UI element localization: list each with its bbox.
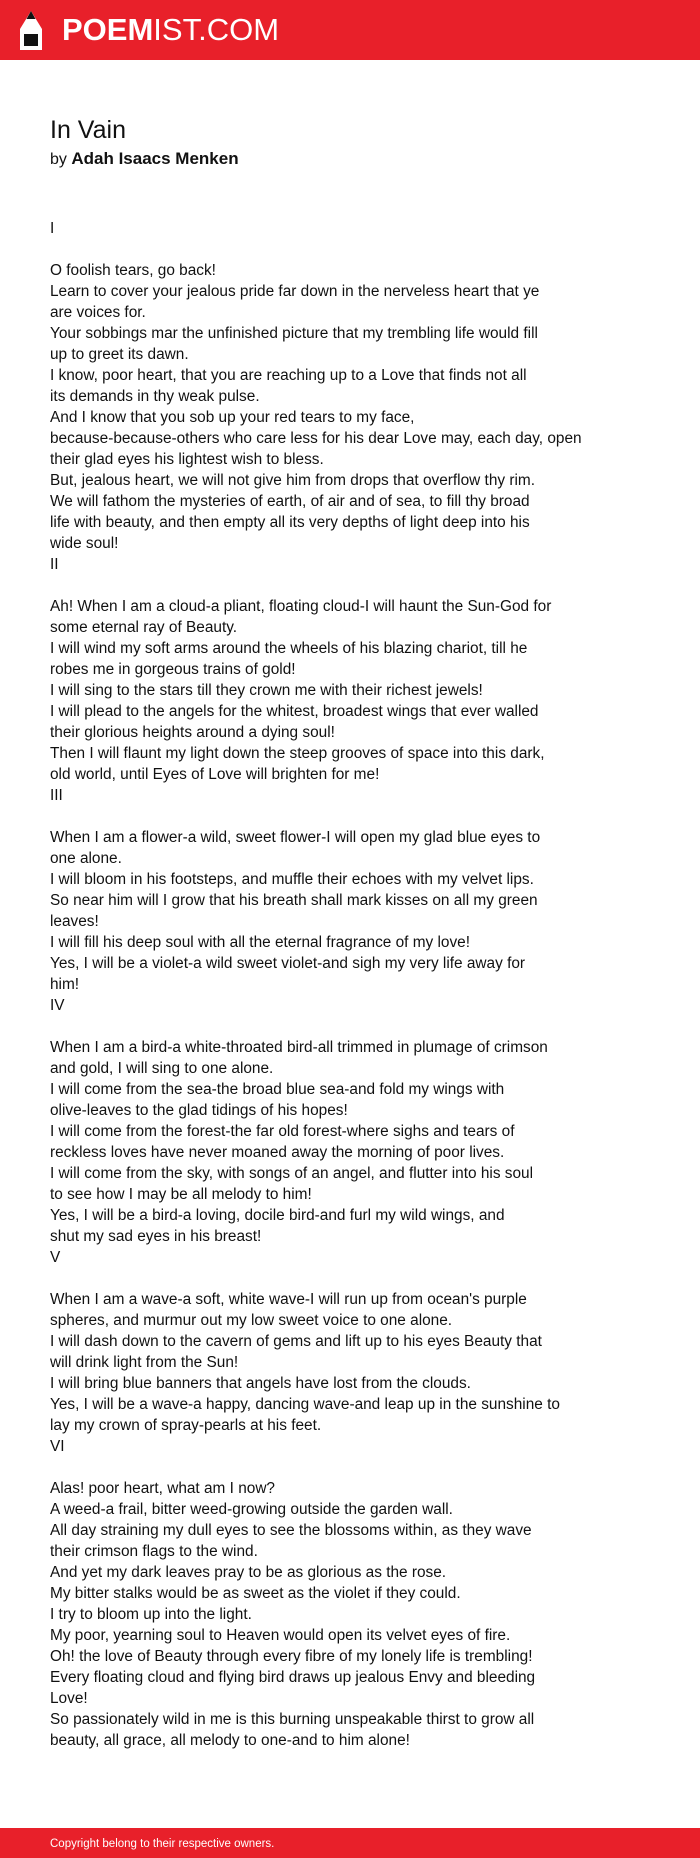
copyright-notice: Copyright belong to their respective owners. — [50, 1838, 275, 1850]
poem-line: I — [50, 220, 55, 237]
poem-line — [50, 1268, 650, 1289]
poem-line: I will come from the sky, with songs of an angel, and flutter into his soul — [50, 1165, 534, 1182]
poem-line: Then I will flaunt my light down the steep grooves of space into this dark, — [50, 745, 545, 762]
poem-line: My bitter stalks would be as sweet as the violet if they could. — [50, 1585, 461, 1602]
poem-line: So near him will I grow that his breath shall mark kisses on all my green — [50, 892, 538, 909]
poem-line: their crimson flags to the wind. — [50, 1543, 258, 1560]
byline-prefix: by — [50, 151, 67, 168]
author-name: Adah Isaacs Menken — [71, 149, 239, 168]
poem-line: O foolish tears, go back! — [50, 262, 216, 279]
poem-line: I will plead to the angels for the whitest, broadest wings that ever walled — [50, 703, 539, 720]
poem-line: robes me in gorgeous trains of gold! — [50, 661, 296, 678]
poem-line: will drink light from the Sun! — [50, 1354, 239, 1371]
poem-line: But, jealous heart, we will not give him from drops that overflow thy rim. — [50, 472, 536, 489]
site-header — [0, 0, 700, 60]
poem-line: II — [50, 556, 59, 573]
poem-line: I will come from the sea-the broad blue sea-and fold my wings with — [50, 1081, 505, 1098]
poem-line: life with beauty, and then empty all its very depths of light deep into his — [50, 514, 530, 531]
poem-line: Ah! When I am a cloud-a pliant, floating cloud-I will haunt the Sun-God for — [50, 598, 552, 615]
poem-line: to see how I may be all melody to him! — [50, 1186, 312, 1203]
poem-line: I will bloom in his footsteps, and muffle their echoes with my velvet lips. — [50, 871, 534, 888]
poem-line: because-because-others who care less for his dear Love may, each day, open — [50, 430, 582, 447]
poem-line: Yes, I will be a bird-a loving, docile bird-and furl my wild wings, and — [50, 1207, 505, 1224]
poem-line: reckless loves have never moaned away the morning of poor lives. — [50, 1144, 505, 1161]
poem-line: When I am a flower-a wild, sweet flower-I will open my glad blue eyes to — [50, 829, 541, 846]
site-footer — [0, 1828, 700, 1858]
poem-line: III — [50, 787, 63, 804]
poem-line: spheres, and murmur out my low sweet voice to one alone. — [50, 1312, 453, 1329]
poem-line: I will wind my soft arms around the wheels of his blazing chariot, till he — [50, 640, 528, 657]
poem-line: IV — [50, 997, 65, 1014]
poem-line: We will fathom the mysteries of earth, of air and of sea, to fill thy broad — [50, 493, 530, 510]
poem-line: All day straining my dull eyes to see the blossoms within, as they wave — [50, 1522, 532, 1539]
poem-line: When I am a wave-a soft, white wave-I will run up from ocean's purple — [50, 1291, 527, 1308]
poem-line: Your sobbings mar the unfinished picture that my trembling life would fill — [50, 325, 538, 342]
poem-body — [50, 218, 650, 1751]
poem-line: I will sing to the stars till they crown me with their richest jewels! — [50, 682, 483, 699]
poem-line: Yes, I will be a violet-a wild sweet violet-and sigh my very life away for — [50, 955, 526, 972]
poem-line: him! — [50, 976, 80, 993]
poem-line: I will dash down to the cavern of gems and lift up to his eyes Beauty that — [50, 1333, 542, 1350]
poem-line: old world, until Eyes of Love will brighten for me! — [50, 766, 380, 783]
poem-line: their glad eyes his lightest wish to bless. — [50, 451, 324, 468]
poem-line: wide soul! — [50, 535, 119, 552]
poem-title: In Vain — [50, 116, 126, 144]
poem-line: some eternal ray of Beauty. — [50, 619, 238, 636]
poem-line: I will come from the forest-the far old forest-where sighs and tears of — [50, 1123, 515, 1140]
poem-line: up to greet its dawn. — [50, 346, 189, 363]
poem-line: VI — [50, 1438, 65, 1455]
poem-line — [50, 806, 650, 827]
poem-line: Love! — [50, 1690, 88, 1707]
logo-light-text: IST.COM — [153, 12, 280, 47]
poem-line: are voices for. — [50, 304, 146, 321]
poem-line: their glorious heights around a dying soul! — [50, 724, 335, 741]
poem-line: Learn to cover your jealous pride far down in the nerveless heart that ye — [50, 283, 540, 300]
poem-line: Yes, I will be a wave-a happy, dancing wave-and leap up in the sunshine to — [50, 1396, 560, 1413]
poem-line — [50, 1016, 650, 1037]
site-logo[interactable] — [62, 11, 279, 49]
poem-line: its demands in thy weak pulse. — [50, 388, 260, 405]
poem-line: V — [50, 1249, 61, 1266]
poem-line: Alas! poor heart, what am I now? — [50, 1480, 275, 1497]
poem-line: And yet my dark leaves pray to be as glorious as the rose. — [50, 1564, 447, 1581]
poem-line: And I know that you sob up your red tears to my face, — [50, 409, 415, 426]
poem-line: leaves! — [50, 913, 99, 930]
poem-line: beauty, all grace, all melody to one-and to him alone! — [50, 1732, 410, 1749]
poem-line: shut my sad eyes in his breast! — [50, 1228, 262, 1245]
poem-line: I know, poor heart, that you are reaching up to a Love that finds not all — [50, 367, 527, 384]
poem-line: I will bring blue banners that angels have lost from the clouds. — [50, 1375, 471, 1392]
byline — [50, 148, 239, 171]
poem-line: When I am a bird-a white-throated bird-all trimmed in plumage of crimson — [50, 1039, 548, 1056]
poem-line: So passionately wild in me is this burning unspeakable thirst to grow all — [50, 1711, 535, 1728]
poem-line: I try to bloom up into the light. — [50, 1606, 252, 1623]
pencil-logo-icon[interactable] — [18, 10, 44, 52]
logo-bold-text: POEM — [62, 12, 154, 47]
poem-line: I will fill his deep soul with all the eternal fragrance of my love! — [50, 934, 471, 951]
poem-line: lay my crown of spray-pearls at his feet. — [50, 1417, 322, 1434]
poem-line — [50, 1457, 650, 1478]
poem-line: My poor, yearning soul to Heaven would open its velvet eyes of fire. — [50, 1627, 511, 1644]
poem-line: Every floating cloud and flying bird draws up jealous Envy and bleeding — [50, 1669, 536, 1686]
poem-line — [50, 575, 650, 596]
poem-line: A weed-a frail, bitter weed-growing outside the garden wall. — [50, 1501, 453, 1518]
poem-line: Oh! the love of Beauty through every fibre of my lonely life is trembling! — [50, 1648, 533, 1665]
poem-line: one alone. — [50, 850, 122, 867]
poem-line: and gold, I will sing to one alone. — [50, 1060, 274, 1077]
poem-line: olive-leaves to the glad tidings of his hopes! — [50, 1102, 348, 1119]
poem-line — [50, 239, 650, 260]
